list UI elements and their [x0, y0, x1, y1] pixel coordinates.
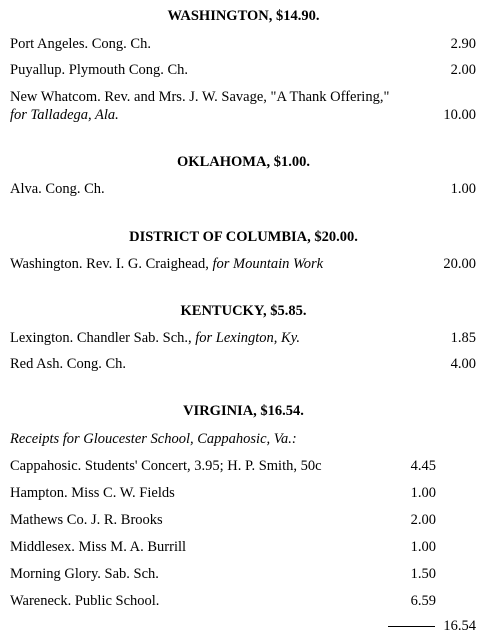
list-item — [10, 88, 476, 124]
entry-description — [10, 255, 323, 273]
entry-amount: 1.00 — [410, 539, 436, 555]
entry-description: Mathews Co. J. R. Brooks — [10, 512, 163, 528]
entry-note: for Mountain Work — [212, 256, 324, 272]
entry-amount: 1.00 — [410, 485, 436, 501]
section-heading-kentucky: KENTUCKY, $5.85. — [180, 303, 307, 319]
entry-amount: 1.00 — [450, 181, 476, 197]
entry-description: Port Angeles. Cong. Ch. — [10, 36, 151, 52]
entry-description: Alva. Cong. Ch. — [10, 181, 105, 197]
entry-description: Morning Glory. Sab. Sch. — [10, 566, 159, 582]
entry-note: for Talladega, Ala. — [10, 107, 119, 123]
section-heading-oklahoma: OKLAHOMA, $1.00. — [177, 154, 310, 170]
entry-amount: 2.00 — [450, 62, 476, 78]
section-heading-virginia: VIRGINIA, $16.54. — [183, 403, 304, 419]
entry-description: Red Ash. Cong. Ch. — [10, 356, 127, 372]
total-rule — [388, 626, 435, 627]
entry-amount: 4.45 — [410, 458, 436, 474]
entry-amount: 6.59 — [410, 593, 436, 609]
receipts-caption: Receipts for Gloucester School, Cappahosic, Va.: — [10, 431, 297, 447]
entry-amount: 1.85 — [450, 330, 476, 346]
entry-description — [10, 329, 300, 347]
entry-place: Washington. Rev. I. G. Craighead, — [10, 256, 209, 272]
entry-description: Puyallup. Plymouth Cong. Ch. — [10, 62, 189, 78]
entry-amount: 4.00 — [450, 356, 476, 372]
entry-note: for Lexington, Ky. — [195, 330, 300, 346]
entry-description: Cappahosic. Students' Concert, 3.95; H. P. Smith, 50c — [10, 458, 322, 474]
entry-amount: 2.00 — [410, 512, 436, 528]
entry-description: Hampton. Miss C. W. Fields — [10, 485, 175, 501]
total-amount: 16.54 — [443, 618, 476, 634]
entry-place: Lexington. Chandler Sab. Sch., — [10, 330, 192, 346]
entry-amount: 2.90 — [450, 36, 476, 52]
entry-amount: 20.00 — [443, 256, 476, 272]
section-heading-washington: WASHINGTON, $14.90. — [167, 8, 320, 24]
entry-description: Middlesex. Miss M. A. Burrill — [10, 539, 187, 555]
entry-amount: 10.00 — [443, 107, 476, 123]
section-heading-dc: DISTRICT OF COLUMBIA, $20.00. — [129, 229, 358, 245]
entry-description: Wareneck. Public School. — [10, 593, 160, 609]
entry-amount: 1.50 — [410, 566, 436, 582]
entry-description: New Whatcom. Rev. and Mrs. J. W. Savage, "A Thank Offering," — [10, 89, 390, 105]
